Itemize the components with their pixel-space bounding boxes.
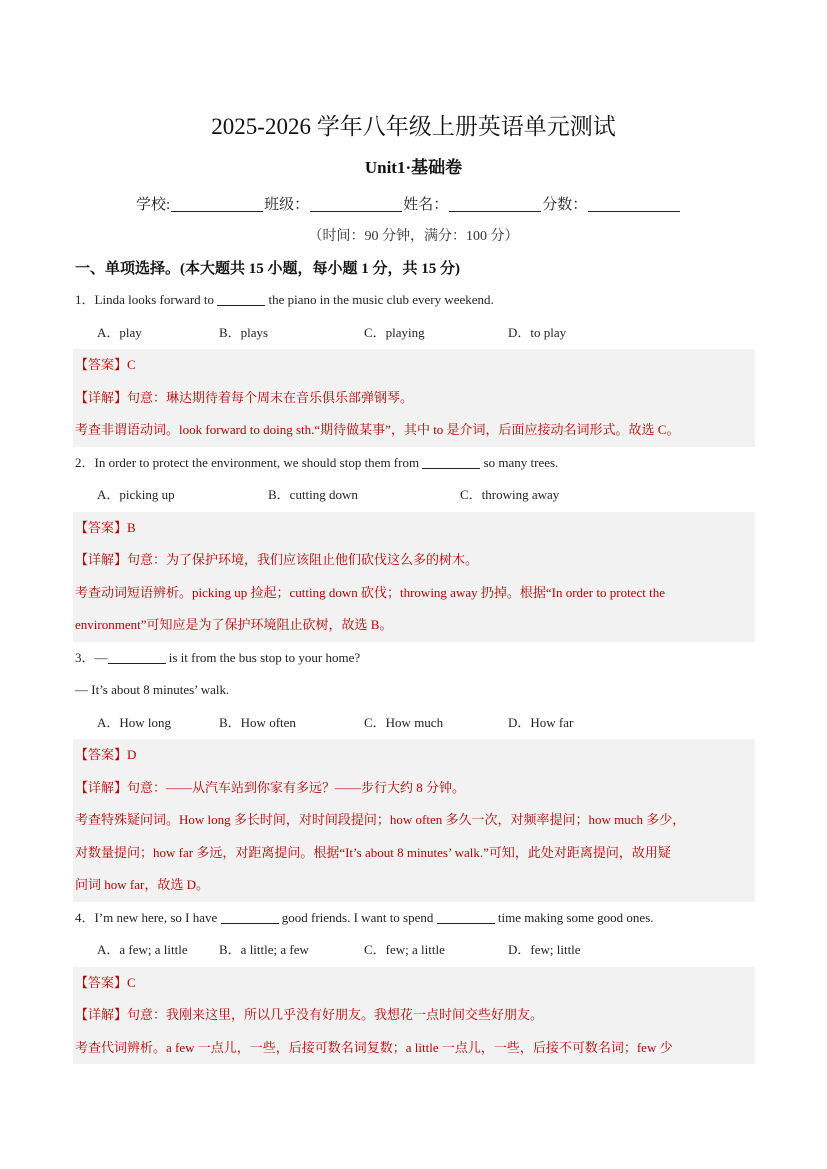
option-b: B．cutting down <box>268 487 358 502</box>
section-heading: 一、单项选择。(本大题共 15 小题，每小题 1 分，共 15 分) <box>75 261 460 277</box>
option-b: B．plays <box>219 324 269 340</box>
option-d: D．How far <box>508 714 574 730</box>
question-number: 3． <box>75 649 95 665</box>
stem-text: is it from the bus stop to your home? <box>165 649 361 665</box>
answer-blank <box>221 911 279 924</box>
school-blank <box>171 197 263 212</box>
class-blank <box>310 197 402 212</box>
explanation-line: 对数量提问；how far 多远，对距离提问。根据“It’s about 8 minutes’ walk.”可知，此处对距离提问，故用疑 <box>75 844 671 860</box>
detail-text: 句意：——从汽车站到你家有多远？——步行大约 8 分钟。 <box>127 779 466 795</box>
option-a: A．play <box>97 324 142 340</box>
explanation-line: 考查代词辨析。a few 一点儿，一些，后接可数名词复数；a little 一点儿，一些，后接不可数名词；few 少 <box>75 1039 673 1055</box>
answer-blank <box>217 293 265 306</box>
option-d: D．few; little <box>508 942 581 957</box>
answer-blank <box>108 651 166 664</box>
name-blank <box>449 197 541 212</box>
answer-block <box>73 512 755 642</box>
class-label: 班级： <box>264 197 310 213</box>
stem-text: I’m new here, so I have <box>94 909 221 925</box>
options <box>75 934 755 967</box>
answer-value: D <box>127 747 137 762</box>
explanation-line: 考查动词短语辨析。picking up 捡起；cutting down 砍伐；throwing away 扔掉。根据“In order to protect the <box>75 584 665 600</box>
explanation-line: 考查非谓语动词。look forward to doing sth.“期待做某事”，其中 to 是介词，后面应接动名词形式。故选 C。 <box>75 422 680 437</box>
question-stem <box>75 902 755 935</box>
time-note: （时间：90 分钟，满分：100 分） <box>308 229 519 244</box>
page-subtitle: Unit1·基础卷 <box>364 158 463 177</box>
answer-blank <box>437 911 495 924</box>
stem-text: so many trees. <box>480 454 559 470</box>
answer-value: C <box>127 357 136 372</box>
answer-label: 【答案】 <box>75 357 128 372</box>
option-b: B．How often <box>219 714 296 730</box>
answer-block <box>73 967 755 1065</box>
option-c: C．throwing away <box>460 487 560 502</box>
stem-text: time making some good ones. <box>494 909 654 925</box>
question-stem <box>75 284 755 317</box>
stem-text: Linda looks forward to <box>94 292 218 307</box>
option-a: A．a few; a little <box>97 942 188 957</box>
options <box>75 317 755 350</box>
score-blank <box>588 197 680 212</box>
name-label: 姓名： <box>403 197 449 213</box>
score-label: 分数： <box>542 197 588 213</box>
stem-text: — <box>94 649 108 665</box>
detail-label: 【详解】 <box>75 779 128 795</box>
detail-label: 【详解】 <box>75 1007 128 1022</box>
question-stem <box>75 447 755 480</box>
answer-block <box>73 349 755 447</box>
option-d: D．to play <box>508 324 567 340</box>
page-title: 2025-2026 学年八年级上册英语单元测试 <box>211 114 616 139</box>
detail-text: 句意：我刚来这里，所以几乎没有好朋友。我想花一点时间交些好朋友。 <box>127 1007 544 1022</box>
answer-value: B <box>127 519 136 535</box>
explanation-line: 考查特殊疑问词。How long 多长时间，对时间段提问；how often 多久一次，对频率提问；how much 多少， <box>75 812 686 827</box>
question-number: 4． <box>75 909 95 925</box>
detail-text: 句意：琳达期待着每个周末在音乐俱乐部弹钢琴。 <box>127 389 414 405</box>
student-info-line <box>136 193 681 214</box>
option-a: A．picking up <box>97 487 175 502</box>
explanation-line: 问词 how far，故选 D。 <box>75 877 209 892</box>
dialogue-reply: — It’s about 8 minutes’ walk. <box>75 682 230 697</box>
answer-value: C <box>127 974 136 990</box>
answer-blank <box>422 456 480 469</box>
stem-text: good friends. I want to spend <box>278 909 437 925</box>
detail-label: 【详解】 <box>75 552 128 567</box>
option-c: C．playing <box>364 324 425 340</box>
options <box>75 707 755 740</box>
answer-label: 【答案】 <box>75 747 128 762</box>
question-number: 2． <box>75 454 95 470</box>
options <box>75 479 755 512</box>
question-number: 1． <box>75 292 95 307</box>
option-b: B．a little; a few <box>219 942 309 957</box>
stem-text: the piano in the music club every weekend. <box>265 292 494 307</box>
option-a: A．How long <box>97 714 172 730</box>
answer-block <box>73 739 755 902</box>
questions <box>75 284 755 1064</box>
detail-text: 句意：为了保护环境，我们应该阻止他们砍伐这么多的树木。 <box>127 552 479 567</box>
school-label: 学校: <box>136 197 171 213</box>
answer-label: 【答案】 <box>75 974 128 990</box>
detail-label: 【详解】 <box>75 389 128 405</box>
option-c: C．few; a little <box>364 942 445 957</box>
answer-label: 【答案】 <box>75 519 128 535</box>
option-c: C．How much <box>364 714 444 730</box>
stem-text: In order to protect the environment, we should stop them from <box>94 454 423 470</box>
question-stem <box>75 642 755 675</box>
explanation-line: environment”可知应是为了保护环境阻止砍树，故选 B。 <box>75 617 393 632</box>
